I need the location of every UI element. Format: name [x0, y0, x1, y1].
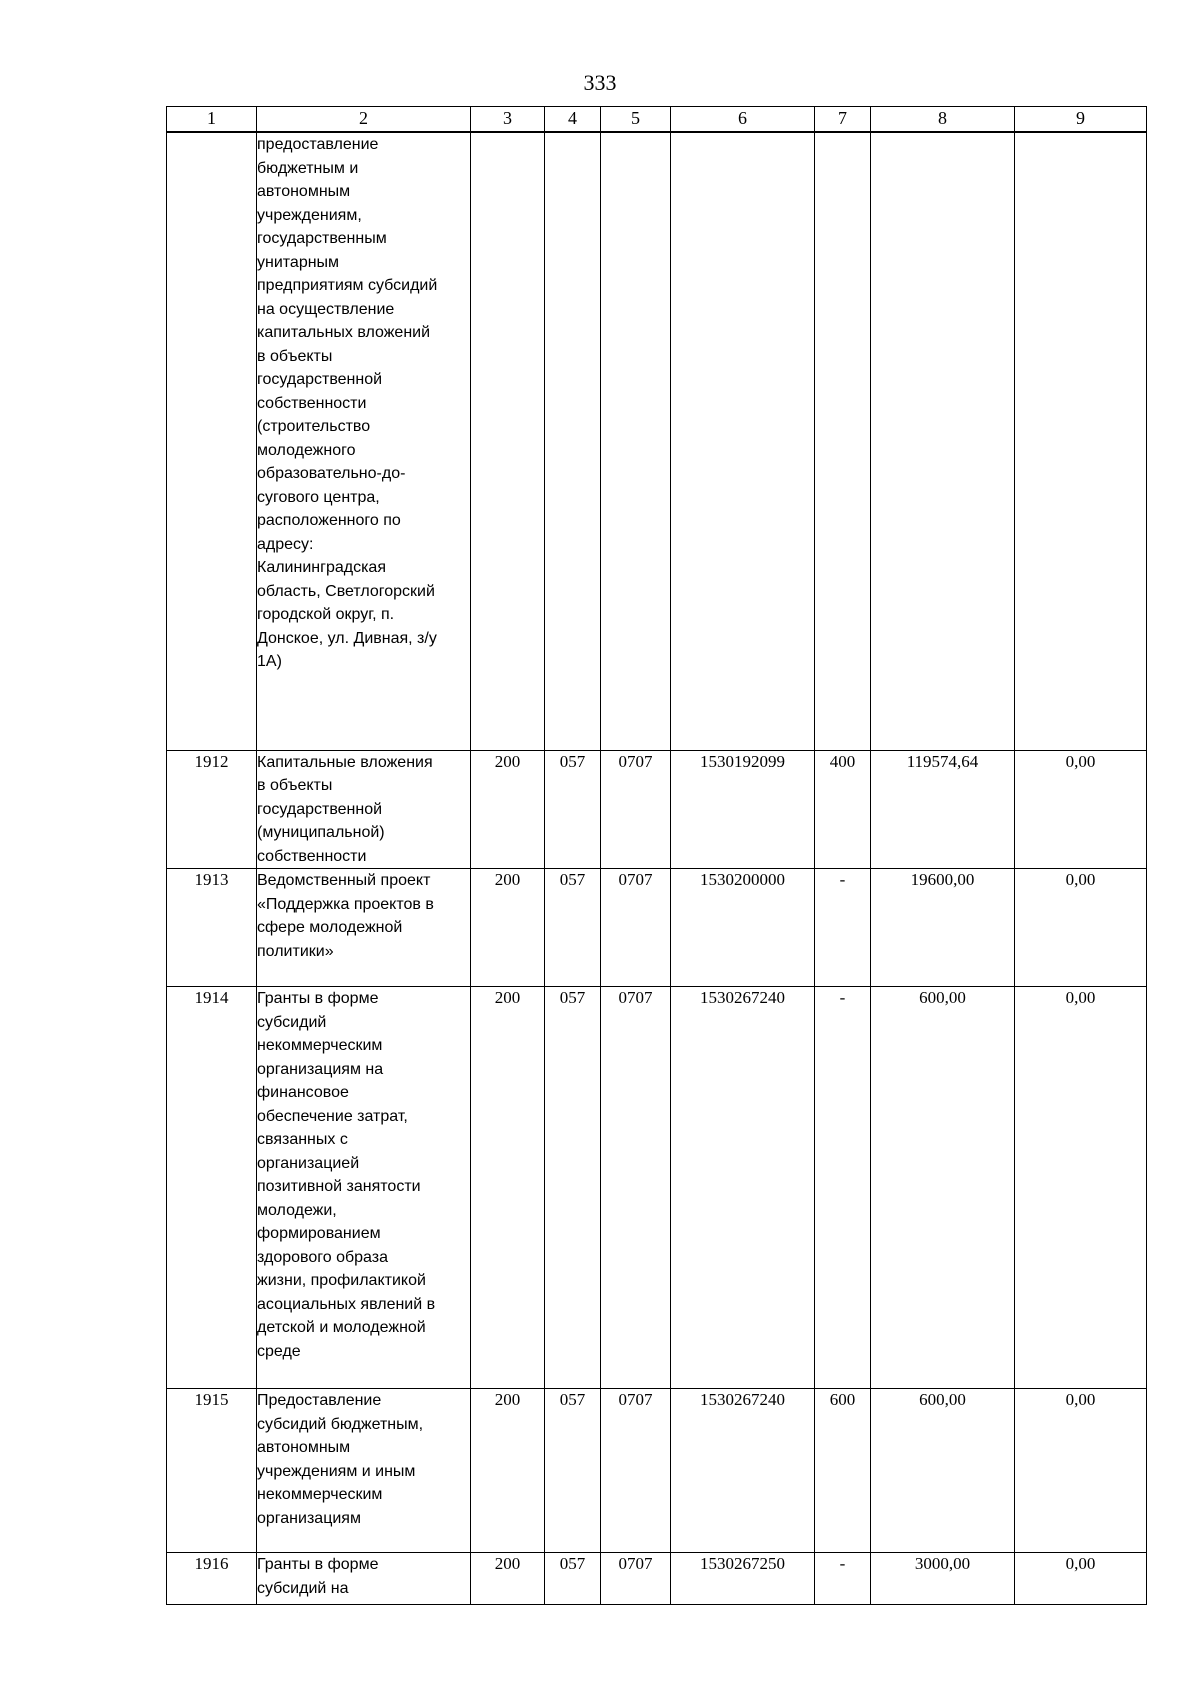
row-col-9: 0,00	[1015, 750, 1147, 869]
row-id: 1916	[167, 1553, 257, 1605]
row-col-4: 057	[545, 987, 601, 1389]
row-col-9: 0,00	[1015, 1389, 1147, 1553]
row-col-9: 0,00	[1015, 869, 1147, 987]
row-col-4: 057	[545, 1553, 601, 1605]
row-col-4: 057	[545, 750, 601, 869]
row-col-9: 0,00	[1015, 1553, 1147, 1605]
table-row	[167, 750, 1147, 869]
row-col-9	[1015, 132, 1147, 750]
row-name-text: Ведомственный проект «Поддержка проектов в сфере молодежной политики»	[257, 872, 434, 960]
header-row	[167, 107, 1147, 133]
row-col-6: 1530267240	[671, 987, 815, 1389]
row-col-8: 19600,00	[871, 869, 1015, 987]
row-col-4: 057	[545, 869, 601, 987]
row-col-5: 0707	[601, 1389, 671, 1553]
row-col-7: 600	[815, 1389, 871, 1553]
row-col-5: 0707	[601, 987, 671, 1389]
row-col-7: -	[815, 1553, 871, 1605]
header-col-2: 2	[257, 107, 471, 133]
row-col-3	[471, 132, 545, 750]
row-col-7	[815, 132, 871, 750]
row-name-text: Гранты в форме субсидий некоммерческим организациям на финансовое обеспечение затрат, связанных с организацией позитивной занятости молодежи, формированием здорового образа жизни, профилактикой асоциальных явлений в детской и молодежной среде	[257, 990, 436, 1360]
row-name	[257, 1553, 471, 1605]
header-col-5: 5	[601, 107, 671, 133]
row-name	[257, 869, 471, 987]
row-id: 1914	[167, 987, 257, 1389]
row-col-8: 600,00	[871, 987, 1015, 1389]
row-id: 1913	[167, 869, 257, 987]
row-col-6: 1530267240	[671, 1389, 815, 1553]
table-row	[167, 1553, 1147, 1605]
table-row	[167, 987, 1147, 1389]
row-name	[257, 750, 471, 869]
row-id: 1915	[167, 1389, 257, 1553]
row-name	[257, 1389, 471, 1553]
row-col-5: 0707	[601, 750, 671, 869]
table-row	[167, 869, 1147, 987]
row-name-text: предоставление бюджетным и автономным учреждениям, государственным унитарным предприятиям субсидий на осуществление капитальных вложений в объекты государственной собственности (строительство молодежного образовательно-до-сугового центра, расположенного по адресу: Калининградская область, Светлогорский городской округ, п. Донское, ул. Дивная, з/у 1А)	[257, 136, 438, 670]
row-name-text: Гранты в форме субсидий на	[257, 1556, 379, 1597]
row-col-6: 1530200000	[671, 869, 815, 987]
row-col-6: 1530192099	[671, 750, 815, 869]
header-col-3: 3	[471, 107, 545, 133]
table-row	[167, 132, 1147, 750]
row-col-5	[601, 132, 671, 750]
row-col-7: -	[815, 987, 871, 1389]
row-col-7: 400	[815, 750, 871, 869]
row-col-3: 200	[471, 987, 545, 1389]
row-col-3: 200	[471, 750, 545, 869]
row-col-5: 0707	[601, 1553, 671, 1605]
row-col-3: 200	[471, 869, 545, 987]
row-col-4: 057	[545, 1389, 601, 1553]
row-col-7: -	[815, 869, 871, 987]
row-col-5: 0707	[601, 869, 671, 987]
header-col-6: 6	[671, 107, 815, 133]
row-id: 1912	[167, 750, 257, 869]
budget-table	[166, 106, 1147, 1605]
row-col-6: 1530267250	[671, 1553, 815, 1605]
row-name	[257, 987, 471, 1389]
header-col-4: 4	[545, 107, 601, 133]
row-col-3: 200	[471, 1553, 545, 1605]
row-name-text: Предоставление субсидий бюджетным, автономным учреждениям и иным некоммерческим организациям	[257, 1392, 424, 1527]
row-id	[167, 132, 257, 750]
table-row	[167, 1389, 1147, 1553]
row-col-3: 200	[471, 1389, 545, 1553]
page-number: 333	[583, 70, 617, 95]
row-col-6	[671, 132, 815, 750]
row-name-text: Капитальные вложения в объекты государственной (муниципальной) собственности	[257, 753, 433, 865]
row-col-8: 119574,64	[871, 750, 1015, 869]
header-col-9: 9	[1015, 107, 1147, 133]
row-col-4	[545, 132, 601, 750]
row-name	[257, 132, 471, 750]
row-col-9: 0,00	[1015, 987, 1147, 1389]
header-col-8: 8	[871, 107, 1015, 133]
row-col-8: 3000,00	[871, 1553, 1015, 1605]
header-col-7: 7	[815, 107, 871, 133]
header-col-1: 1	[167, 107, 257, 133]
row-col-8	[871, 132, 1015, 750]
row-col-8: 600,00	[871, 1389, 1015, 1553]
